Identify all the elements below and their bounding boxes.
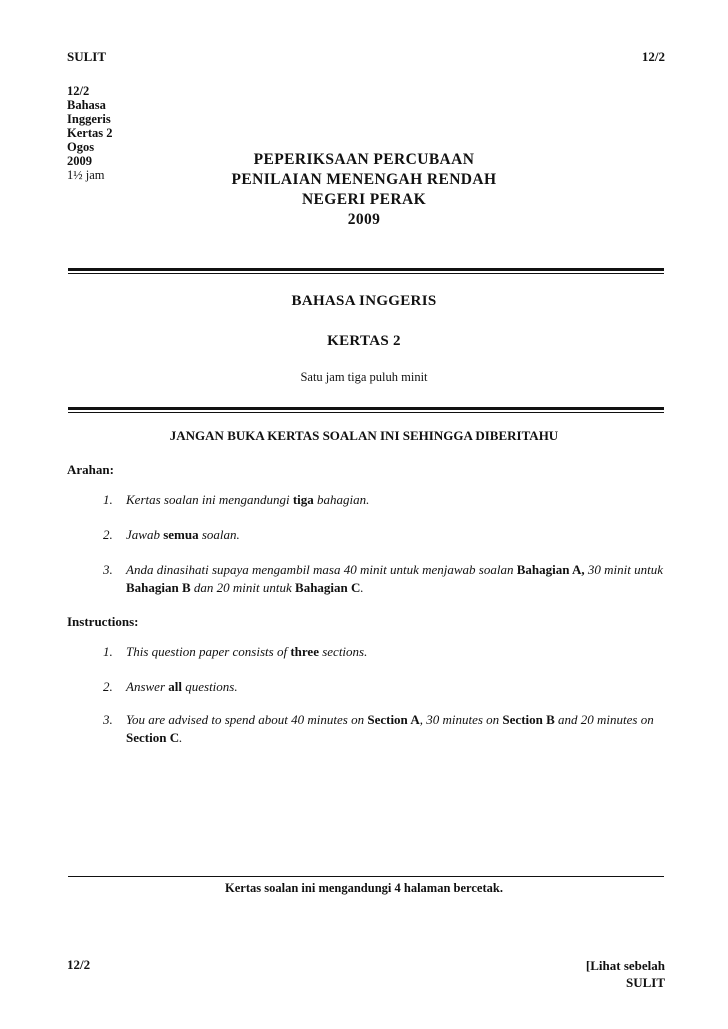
footer-sulit: SULIT <box>625 975 665 990</box>
subject-title: BAHASA INGGERIS <box>291 293 437 309</box>
warning-text: JANGAN BUKA KERTAS SOALAN INI SEHINGGA DIBERITAHU <box>169 428 559 443</box>
instructions-item-2 <box>0 678 728 698</box>
meta-subject-1: Bahasa <box>67 98 106 112</box>
title-line-4: 2009 <box>347 211 381 228</box>
page-count-note: Kertas soalan ini mengandungi 4 halaman bercetak. <box>225 881 503 895</box>
meta-paper: Kertas 2 <box>67 126 113 140</box>
item-text: This question paper consists of three sections. <box>126 644 368 659</box>
exam-title <box>0 150 728 230</box>
divider-top-thin <box>68 273 664 274</box>
item-number: 2. <box>103 527 113 542</box>
footer-code: 12/2 <box>67 957 91 972</box>
divider-top <box>68 268 664 271</box>
header-sulit: SULIT <box>67 49 107 64</box>
meta-year: 2009 <box>67 154 92 168</box>
meta-duration: 1½ jam <box>67 168 105 182</box>
footer-right <box>586 957 665 991</box>
item-number: 1. <box>103 492 113 507</box>
arahan-heading: Arahan: <box>67 462 114 477</box>
item-number: 3. <box>103 562 113 577</box>
divider-middle <box>68 407 664 410</box>
item-text: Kertas soalan ini mengandungi tiga bahagian. <box>126 492 370 507</box>
meta-month: Ogos <box>67 140 95 154</box>
header-code: 12/2 <box>641 49 665 64</box>
arahan-item-3 <box>0 561 728 601</box>
divider-bottom <box>68 876 664 877</box>
arahan-item-1 <box>0 491 728 511</box>
item-text: Anda dinasihati supaya mengambil masa 40 minit untuk menjawab soalan Bahagian A, 30 minit untuk Bahagian B dan 20 minit untuk Bahagian C. <box>126 562 663 595</box>
instructions-item-3 <box>0 711 728 751</box>
item-text: You are advised to spend about 40 minutes on Section A, 30 minutes on Section B and 20 minutes on Section C. <box>126 712 654 745</box>
title-line-3: NEGERI PERAK <box>301 191 427 208</box>
footer-see-next: [Lihat sebelah <box>585 958 665 973</box>
duration-text: Satu jam tiga puluh minit <box>300 370 428 384</box>
paper-number: KERTAS 2 <box>327 333 401 349</box>
arahan-item-2 <box>0 526 728 546</box>
instructions-heading: Instructions: <box>67 614 139 629</box>
divider-middle-thin <box>68 412 664 413</box>
item-number: 1. <box>103 644 113 659</box>
item-number: 2. <box>103 679 113 694</box>
meta-subject-2: Inggeris <box>67 112 111 126</box>
title-line-1: PEPERIKSAAN PERCUBAAN <box>253 151 475 168</box>
item-number: 3. <box>103 712 113 727</box>
instructions-item-1 <box>0 643 728 663</box>
meta-code: 12/2 <box>67 84 90 98</box>
title-line-2: PENILAIAN MENENGAH RENDAH <box>231 171 497 188</box>
item-text: Answer all questions. <box>126 679 238 694</box>
item-text: Jawab semua soalan. <box>126 527 240 542</box>
